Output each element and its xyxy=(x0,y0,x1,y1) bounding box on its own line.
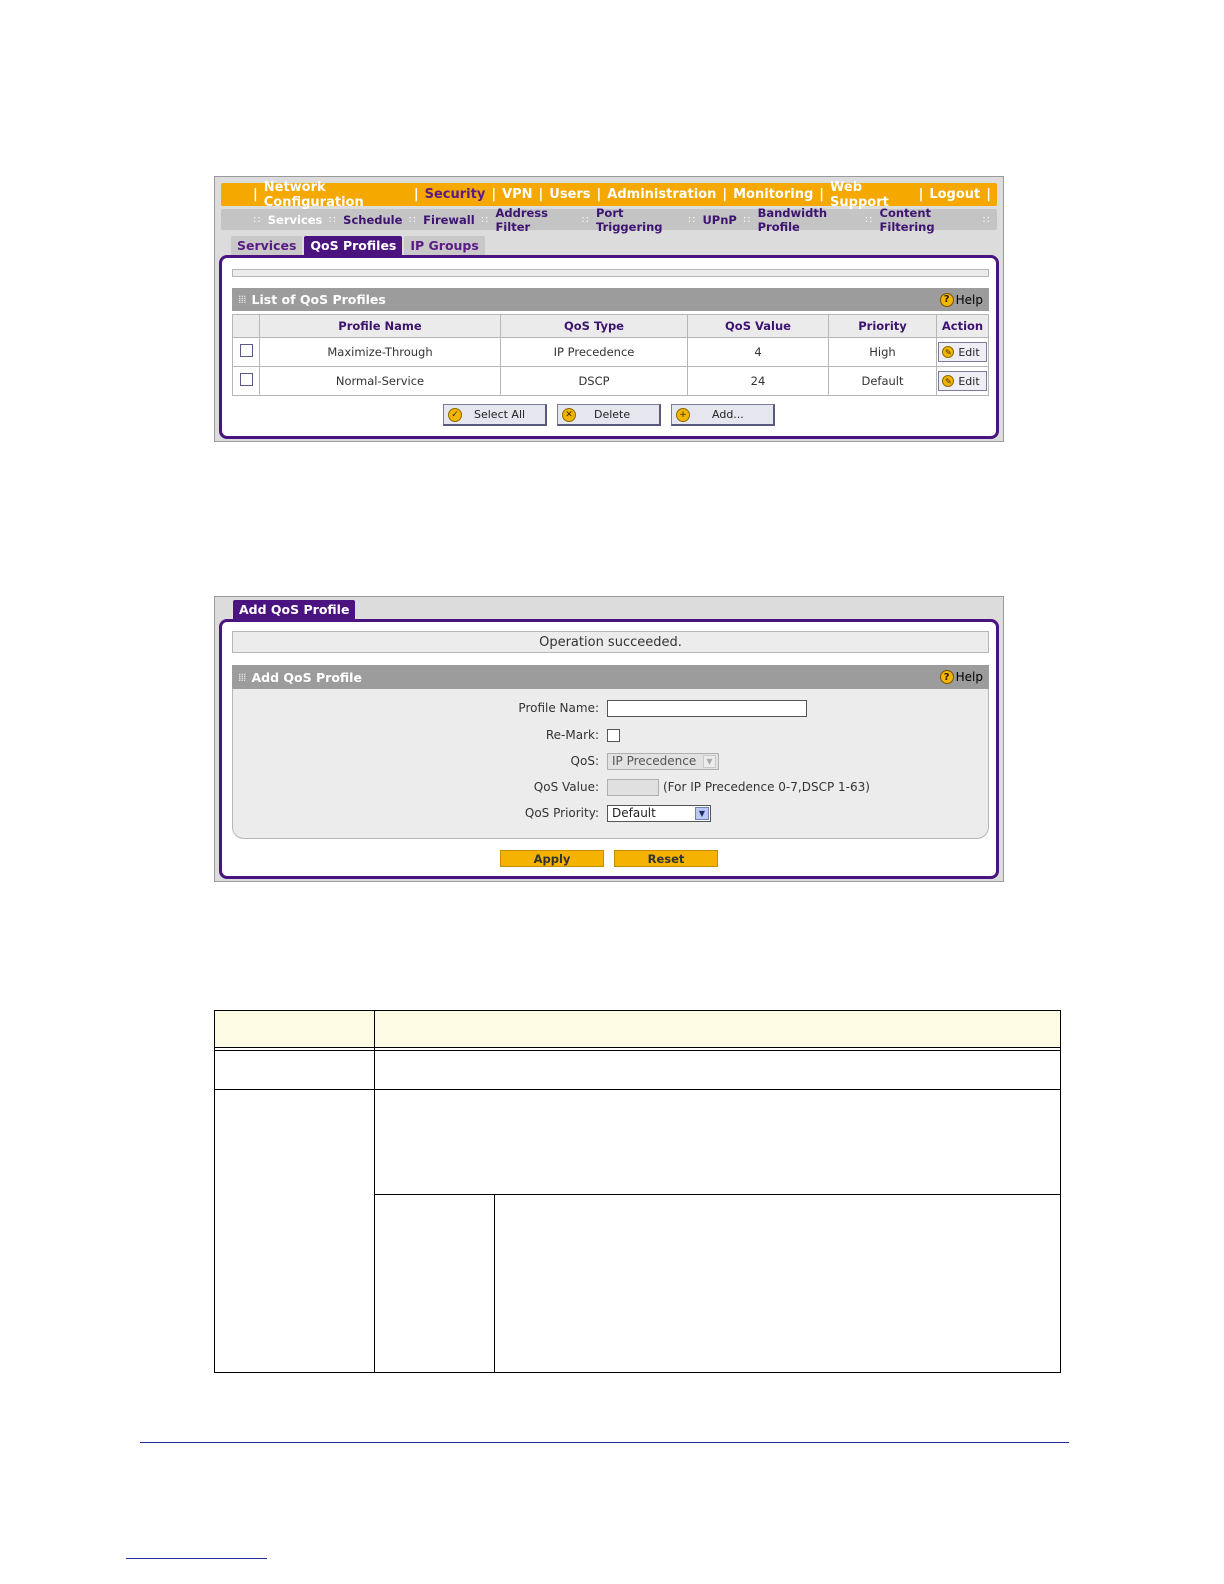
subnav-schedule[interactable]: Schedule xyxy=(343,212,403,227)
list-actions xyxy=(222,404,996,426)
edit-label: Edit xyxy=(958,345,980,359)
chevron-down-icon: ▼ xyxy=(703,755,716,768)
qos-list-content xyxy=(219,255,999,439)
qos-value-note: (For IP Precedence 0-7,DSCP 1-63) xyxy=(663,780,870,794)
help-link[interactable] xyxy=(940,293,983,307)
grip-icon: ⁞⁞⁞ xyxy=(238,670,246,684)
col-qos-type: QoS Type xyxy=(501,315,688,338)
section-title: List of QoS Profiles xyxy=(251,292,386,307)
form-actions xyxy=(222,850,996,867)
add-button[interactable] xyxy=(671,404,775,426)
delete-icon: ✕ xyxy=(562,408,576,422)
table-row xyxy=(233,338,989,367)
qos-profiles-table xyxy=(232,314,989,396)
add-qos-profile-screenshot xyxy=(214,596,1004,882)
section-title: Add QoS Profile xyxy=(251,669,362,685)
nav-network-configuration[interactable]: Network Configuration xyxy=(263,179,364,210)
profile-name-label: Profile Name: xyxy=(518,701,599,715)
section-header xyxy=(232,665,989,689)
priority-cell: High xyxy=(829,338,937,367)
qos-type-cell: IP Precedence xyxy=(501,338,688,367)
nav-users[interactable]: Users xyxy=(549,187,591,202)
qos-label: QoS: xyxy=(570,754,599,768)
profile-name-input[interactable] xyxy=(607,700,807,717)
document-table xyxy=(214,1010,1061,1373)
section-header xyxy=(232,288,989,311)
remark-checkbox[interactable] xyxy=(607,729,620,742)
message-bar xyxy=(232,269,989,277)
nav-vpn[interactable]: VPN xyxy=(502,187,533,202)
table-header-fill xyxy=(214,1010,1061,1048)
subnav-bandwidth-profile[interactable]: Bandwidth Profile xyxy=(757,205,828,234)
subnav-services[interactable]: Services xyxy=(267,212,323,227)
reset-button[interactable]: Reset xyxy=(614,850,718,867)
remark-row xyxy=(233,725,988,745)
nav-logout[interactable]: Logout xyxy=(929,187,981,202)
tab-bar xyxy=(231,236,487,255)
delete-label: Delete xyxy=(594,408,631,421)
edit-icon: ✎ xyxy=(942,375,954,387)
tab-add-qos-profile[interactable]: Add QoS Profile xyxy=(233,600,355,619)
priority-select[interactable] xyxy=(607,805,711,822)
help-label: Help xyxy=(955,670,983,684)
help-icon: ? xyxy=(940,293,954,307)
qos-value-cell: 4 xyxy=(688,338,829,367)
add-icon: + xyxy=(676,408,690,422)
nav-web-support[interactable]: Web Support xyxy=(830,179,889,210)
subnav-port-triggering[interactable]: Port Triggering xyxy=(596,205,663,234)
check-icon: ✓ xyxy=(448,408,462,422)
priority-cell: Default xyxy=(829,367,937,396)
subnav-content-filtering[interactable]: Content Filtering xyxy=(879,205,935,234)
col-qos-value: QoS Value xyxy=(688,315,829,338)
add-label: Add... xyxy=(712,408,744,421)
remark-label: Re-Mark: xyxy=(545,728,599,742)
select-column-header xyxy=(233,315,260,338)
subnav-upnp[interactable]: UPnP xyxy=(702,212,737,227)
profile-name-cell: Normal-Service xyxy=(260,367,501,396)
chevron-down-icon: ▼ xyxy=(695,807,709,820)
subnav-address-filter[interactable]: Address Filter xyxy=(495,205,548,234)
nav-administration[interactable]: Administration xyxy=(607,187,717,202)
tab-ip-groups[interactable]: IP Groups xyxy=(404,236,484,255)
sub-navigation: :: Services :: Schedule :: Firewall :: Address Filter :: Port Triggering :: UPnP :: Bandwidth Profile :: Content Filtering :: xyxy=(221,209,997,230)
help-link[interactable] xyxy=(940,670,983,684)
edit-button[interactable] xyxy=(938,371,986,391)
tab-services[interactable]: Services xyxy=(231,236,302,255)
nav-security[interactable]: Security xyxy=(424,187,486,202)
qos-value-input[interactable] xyxy=(607,779,659,796)
help-label: Help xyxy=(955,292,983,307)
nav-monitoring[interactable]: Monitoring xyxy=(733,187,814,202)
qos-value-cell: 24 xyxy=(688,367,829,396)
select-all-label: Select All xyxy=(474,408,526,421)
apply-button[interactable]: Apply xyxy=(500,850,604,867)
row-checkbox[interactable] xyxy=(240,344,253,357)
qos-type-cell: DSCP xyxy=(501,367,688,396)
priority-label: QoS Priority: xyxy=(524,806,599,820)
qos-select[interactable] xyxy=(607,753,719,770)
col-action: Action xyxy=(937,315,989,338)
col-profile-name: Profile Name xyxy=(260,315,501,338)
top-navigation: | Network Configuration | Security | VPN | Users | Administration | Monitoring | Web Support | Logout | xyxy=(221,183,997,206)
help-icon: ? xyxy=(940,670,954,684)
page-rule xyxy=(140,1442,1069,1443)
footer-rule xyxy=(126,1558,267,1559)
qos-row xyxy=(233,751,988,771)
edit-label: Edit xyxy=(958,374,980,388)
qos-value-row xyxy=(233,777,988,797)
grip-icon: ⁞⁞⁞ xyxy=(238,293,246,306)
priority-select-value: Default xyxy=(612,806,656,820)
delete-button[interactable] xyxy=(557,404,661,426)
edit-icon: ✎ xyxy=(942,346,954,358)
add-qos-form xyxy=(232,689,989,839)
qos-select-value: IP Precedence xyxy=(612,754,697,768)
col-priority: Priority xyxy=(829,315,937,338)
profile-name-row xyxy=(233,698,988,718)
subnav-firewall[interactable]: Firewall xyxy=(423,212,475,227)
status-message: Operation succeeded. xyxy=(232,631,989,653)
priority-row xyxy=(233,803,988,823)
table-row xyxy=(233,367,989,396)
select-all-button[interactable] xyxy=(443,404,547,426)
qos-profiles-screenshot xyxy=(214,176,1004,442)
add-qos-content xyxy=(219,619,999,879)
tab-qos-profiles[interactable]: QoS Profiles xyxy=(304,236,402,255)
edit-button[interactable] xyxy=(938,342,986,362)
profile-name-cell: Maximize-Through xyxy=(260,338,501,367)
qos-value-label: QoS Value: xyxy=(533,780,599,794)
row-checkbox[interactable] xyxy=(240,373,253,386)
